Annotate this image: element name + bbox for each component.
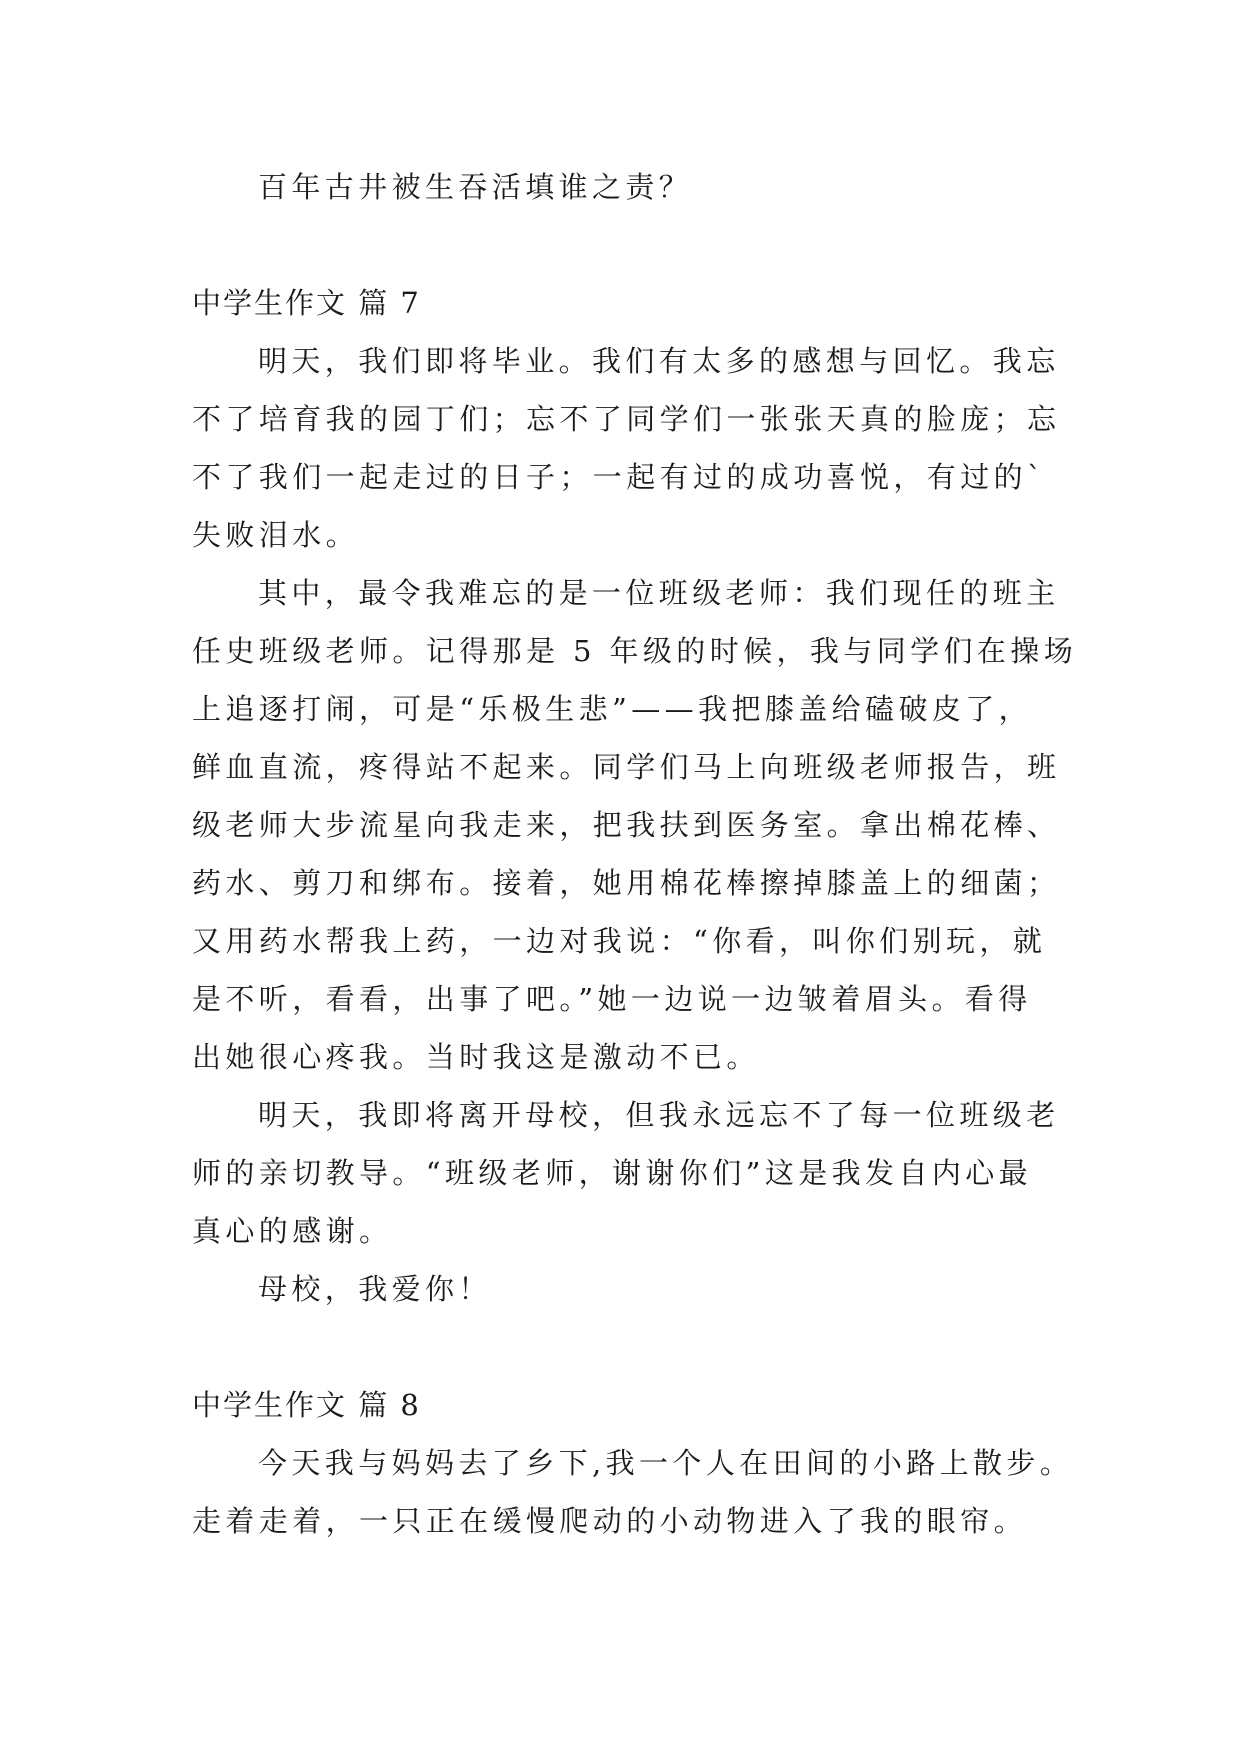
essay-7-paragraph-3-line-2: 师的亲切教导。“班级老师，谢谢你们”这是我发自内心最: [192, 1156, 1033, 1190]
essay-7-paragraph-3-line-1: 明天，我即将离开母校，但我永远忘不了每一位班级老: [258, 1098, 1060, 1132]
essay-8-heading: 中学生作文 篇 8: [192, 1388, 421, 1422]
essay-7-paragraph-2-line-7: 又用药水帮我上药，一边对我说：“你看，叫你们别玩，就: [192, 924, 1047, 958]
essay-7-paragraph-2-line-8: 是不听，看看，出事了吧。”她一边说一边皱着眉头。看得: [192, 982, 1032, 1016]
essay-7-paragraph-1-line-4: 失败泪水。: [192, 518, 360, 552]
essay-7-paragraph-2-line-5: 级老师大步流星向我走来，把我扶到医务室。拿出棉花棒、: [192, 808, 1061, 842]
essay-7-paragraph-1-line-3: 不了我们一起走过的日子；一起有过的成功喜悦，有过的`: [192, 460, 1046, 494]
essay-7-paragraph-2-line-4: 鲜血直流，疼得站不起来。同学们马上向班级老师报告，班: [192, 750, 1061, 784]
essay-8-paragraph-1-line-1: 今天我与妈妈去了乡下,我一个人在田间的小路上散步。: [258, 1446, 1074, 1480]
essay-7-paragraph-2-line-2: 任史班级老师。记得那是 5 年级的时候，我与同学们在操场: [192, 634, 1078, 668]
essay-7-paragraph-1-line-2: 不了培育我的园丁们；忘不了同学们一张张天真的脸庞；忘: [192, 402, 1061, 436]
essay-7-paragraph-2-line-3: 上追逐打闹，可是“乐极生悲”——我把膝盖给磕破皮了，: [192, 692, 1033, 726]
essay-7-paragraph-2-line-9: 出她很心疼我。当时我这是激动不已。: [192, 1040, 760, 1074]
essay-7-paragraph-3-line-3: 真心的感谢。: [192, 1214, 393, 1248]
essay-8-paragraph-1-line-2: 走着走着，一只正在缓慢爬动的小动物进入了我的眼帘。: [192, 1504, 1028, 1538]
closing-line-previous-essay: 百年古井被生吞活填谁之责？: [258, 170, 693, 204]
essay-7-paragraph-2-line-6: 药水、剪刀和绑布。接着，她用棉花棒擦掉膝盖上的细菌；: [192, 866, 1061, 900]
essay-7-paragraph-2-line-1: 其中，最令我难忘的是一位班级老师：我们现任的班主: [258, 576, 1060, 610]
essay-7-heading: 中学生作文 篇 7: [192, 286, 421, 320]
essay-7-paragraph-1-line-1: 明天，我们即将毕业。我们有太多的感想与回忆。我忘: [258, 344, 1060, 378]
essay-7-paragraph-4-line-1: 母校，我爱你！: [258, 1272, 492, 1306]
